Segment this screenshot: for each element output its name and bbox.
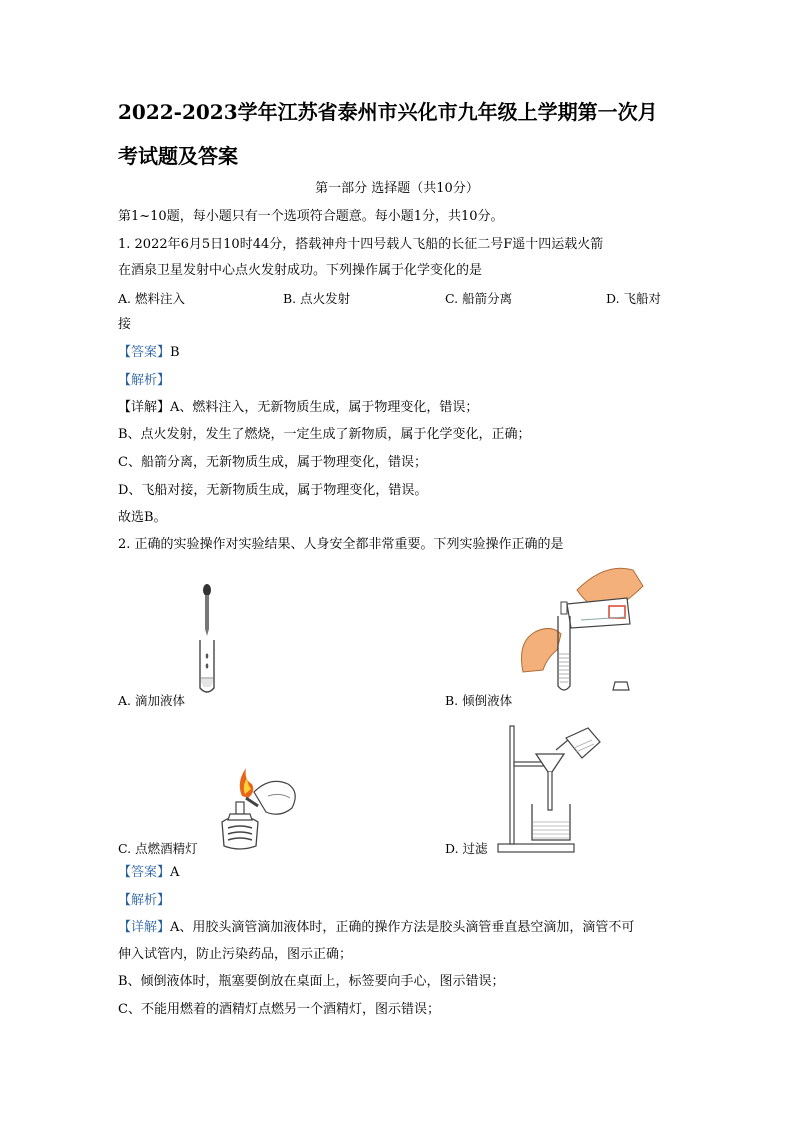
funnel-stem [548, 772, 552, 810]
dropper-tip [205, 629, 209, 636]
q2-detail-line1 [118, 919, 634, 937]
pouring-figure [515, 562, 650, 697]
stand-base [498, 844, 574, 852]
q2-option-d: D. 过滤 [445, 841, 488, 856]
stand-rod [510, 726, 514, 844]
q2-answer-value: A [170, 865, 180, 880]
droplet [206, 654, 209, 659]
q1-detail-line1 [118, 399, 478, 417]
answer-tag: 【答案】 [118, 865, 171, 880]
q1-option-a: A. 燃料注入 [118, 291, 185, 306]
q2-option-c: C. 点燃酒精灯 [118, 841, 198, 856]
q1-option-wrap: 接 [118, 317, 132, 332]
holding-hand [522, 628, 562, 672]
answer-tag: 【答案】 [118, 345, 171, 360]
q2-answer [118, 864, 179, 882]
q1-detail-c: C、船箭分离，无新物质生成，属于物理变化，错误； [118, 455, 427, 470]
q1-detail-b: B、点火发射，发生了燃烧，一定生成了新物质，属于化学变化，正确； [118, 427, 531, 442]
tilted-lamp-wick [246, 798, 258, 806]
section-heading: 第一部分 选择题（共10分） [315, 181, 479, 196]
q2-detail-line3: B、倾倒液体时，瓶塞要倒放在桌面上，标签要向手心，图示错误； [118, 974, 505, 989]
droplet [206, 664, 209, 669]
q1-analysis-tag: 【解析】 [118, 373, 171, 388]
beaker-liquid [533, 822, 569, 838]
q1-option-d: D. 飞船对 [606, 291, 662, 306]
q1-conclusion: 故选B。 [118, 510, 167, 525]
bottle-mouth [561, 602, 567, 614]
liquid-lines [201, 680, 213, 686]
q1-stem-line2: 在酒泉卫星发射中心点火发射成功。下列操作属于化学变化的是 [118, 263, 483, 278]
tube-liquid [559, 654, 569, 682]
q1-answer-value: B [170, 345, 180, 360]
q1-answer [118, 344, 180, 362]
q2-detail-line2: 伸入试管内，防止污染药品，图示正确； [118, 947, 353, 962]
q2-option-a: A. 滴加液体 [118, 693, 185, 708]
q1-detail-a: A、燃料注入，无新物质生成，属于物理变化，错误； [170, 400, 479, 415]
detail-tag: 【详解】 [118, 920, 171, 935]
detail-tag: 【详解】 [118, 400, 171, 415]
lamp-neck [236, 802, 244, 814]
q2-stem: 2. 正确的实验操作对实验结果、人身安全都非常重要。下列实验操作正确的是 [118, 537, 564, 552]
q1-option-c: C. 船箭分离 [445, 291, 513, 306]
q2-detail-line4: C、不能用燃着的酒精灯点燃另一个酒精灯，图示错误； [118, 1002, 440, 1017]
lamp-cap-base [228, 814, 252, 820]
dropper-tube [205, 595, 209, 629]
filtration-figure [496, 718, 606, 856]
pouring-beaker [566, 728, 600, 758]
document-title-line1: 2022-2023学年江苏省泰州市兴化市九年级上学期第一次月 [118, 100, 658, 124]
test-tube [558, 616, 570, 690]
document-title-line2: 考试题及答案 [118, 144, 238, 168]
q2-detail-a: A、用胶头滴管滴加液体时，正确的操作方法是胶头滴管垂直悬空滴加，滴管不可 [170, 920, 635, 935]
dropper-bulb [203, 584, 211, 596]
section-instruction: 第1~10题，每小题只有一个选项符合题意。每小题1分，共10分。 [118, 209, 504, 224]
reagent-bottle [567, 598, 630, 628]
dropper-figure [180, 580, 240, 700]
q1-stem-line1: 1. 2022年6月5日10时44分，搭载神舟十四号载人飞船的长征二号F遥十四运载火箭 [118, 237, 604, 252]
q1-option-b: B. 点火发射 [283, 291, 351, 306]
glass-rod [556, 740, 568, 750]
q2-option-b: B. 倾倒液体 [445, 693, 513, 708]
q1-detail-d: D、飞船对接，无新物质生成，属于物理变化，错误。 [118, 483, 428, 498]
bottle-stopper [613, 682, 629, 690]
alcohol-lamp-figure [210, 762, 305, 857]
q2-analysis-tag: 【解析】 [118, 893, 171, 908]
